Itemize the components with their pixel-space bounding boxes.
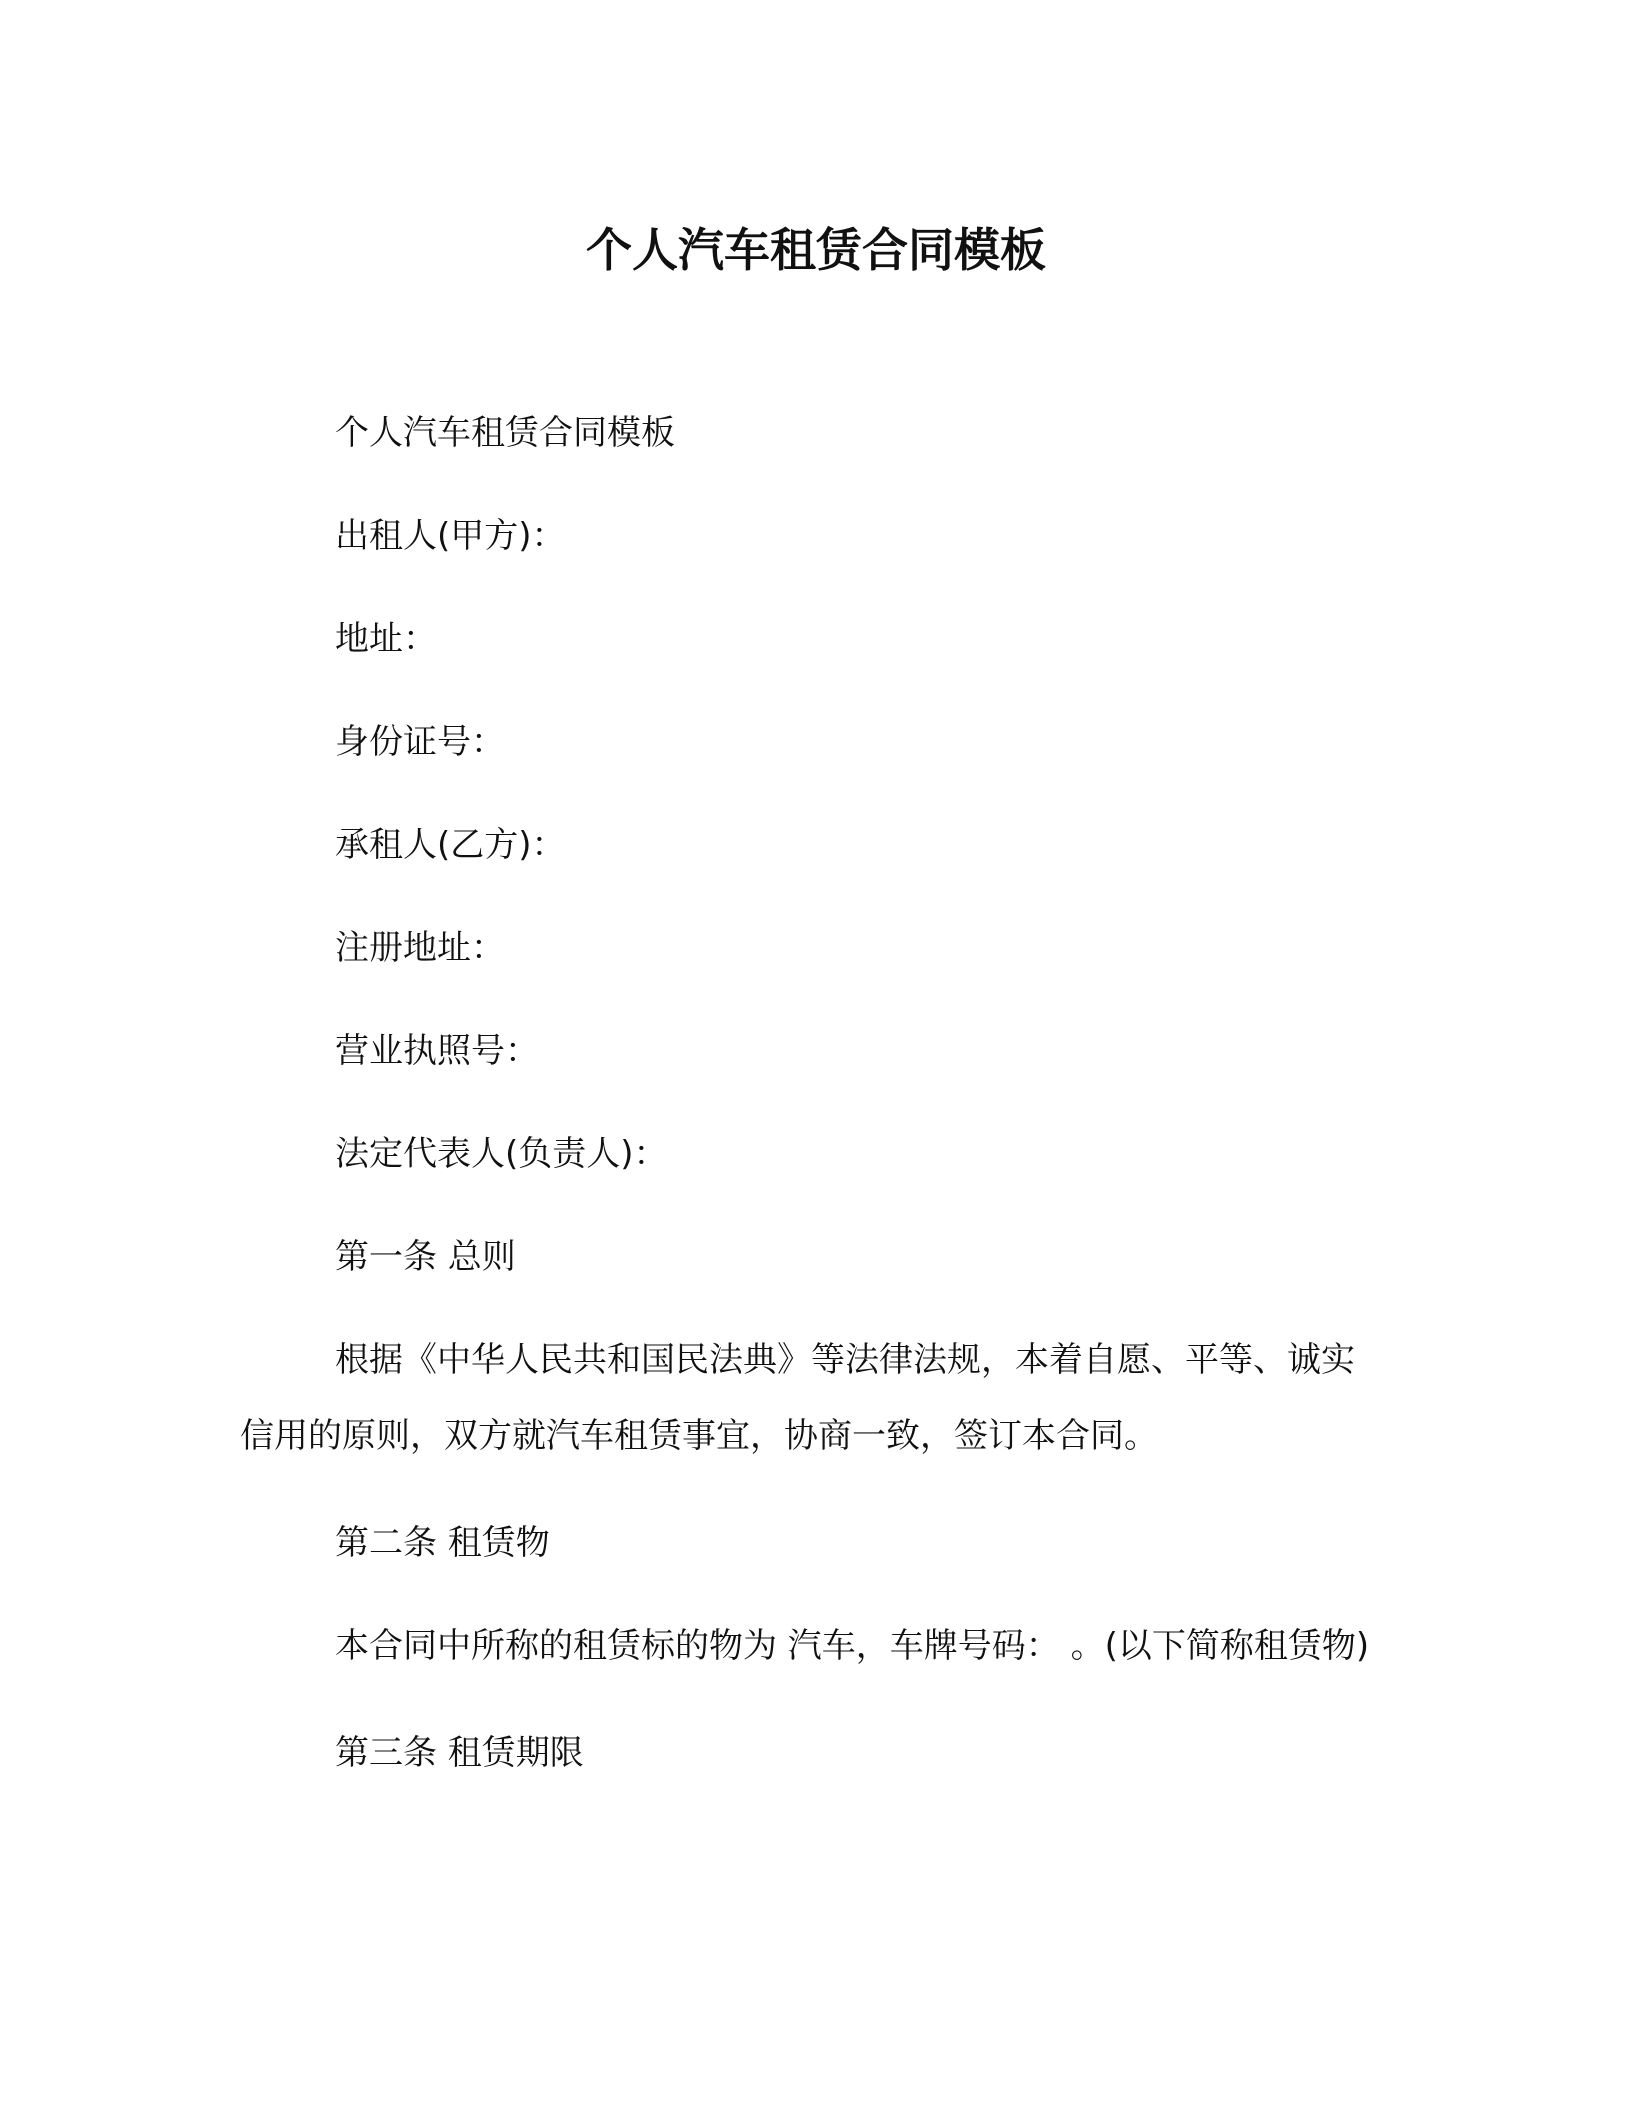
article-2-text: 本合同中所称的租赁标的物为 汽车，车牌号码： 。(以下简称租赁物) bbox=[335, 1626, 1370, 1666]
lessor-id-field: 身份证号： bbox=[335, 722, 505, 762]
article-2-heading: 第二条 租赁物 bbox=[335, 1523, 550, 1563]
lessee-field: 承租人(乙方)： bbox=[335, 825, 566, 865]
business-license-field: 营业执照号： bbox=[335, 1031, 539, 1071]
article-3-heading: 第三条 租赁期限 bbox=[335, 1733, 584, 1773]
lessee-address-field: 注册地址： bbox=[335, 928, 505, 968]
subtitle-paragraph: 个人汽车租赁合同模板 bbox=[335, 413, 675, 453]
legal-representative-field: 法定代表人(负责人)： bbox=[335, 1134, 668, 1174]
article-1-text: 根据《中华人民共和国民法典》等法律法规，本着自愿、平等、诚实信用的原则，双方就汽车租赁事宜，协商一致，签订本合同。 bbox=[240, 1340, 1355, 1456]
document-body bbox=[240, 395, 1370, 1791]
lessor-field: 出租人(甲方)： bbox=[335, 516, 566, 556]
lessor-address-field: 地址： bbox=[335, 619, 437, 659]
document-title: 个人汽车租赁合同模板 bbox=[586, 223, 1046, 277]
article-1-heading: 第一条 总则 bbox=[335, 1237, 516, 1277]
